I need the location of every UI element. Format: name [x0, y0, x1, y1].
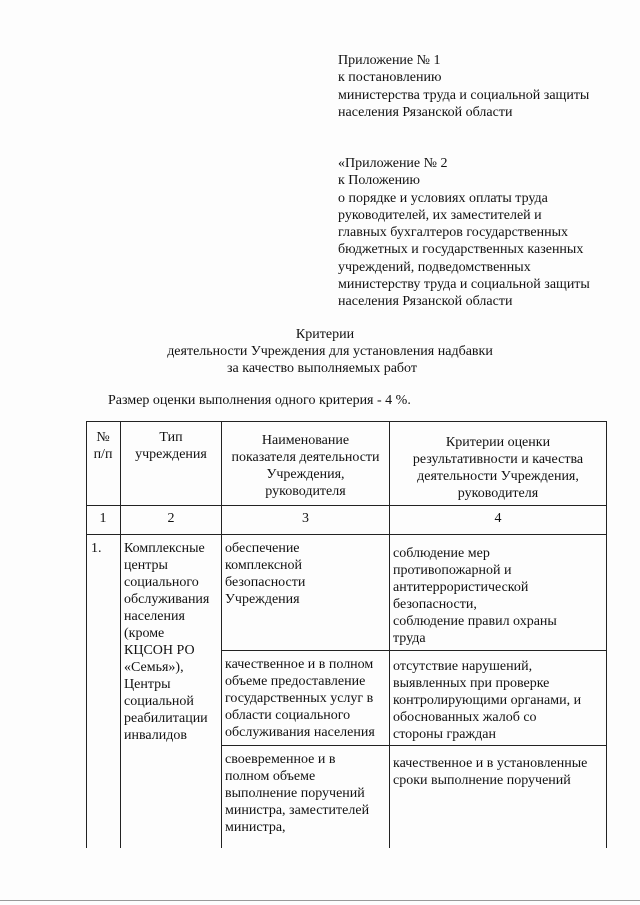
header-line: показателя деятельности	[231, 450, 380, 465]
cell-line: Учреждения	[225, 592, 300, 607]
cell-line: стороны граждан	[393, 727, 497, 742]
appendix-2-header	[338, 155, 590, 311]
appendix-2-line: о порядке и условиях оплаты труда	[338, 190, 548, 206]
column-number: 1	[99, 511, 107, 526]
cell-line: обслуживания населения	[225, 725, 375, 740]
document-title	[0, 326, 640, 377]
cell-line: Комплексные	[124, 541, 205, 556]
table-border	[86, 421, 607, 422]
title-line: деятельности Учреждения для установления надбавки	[167, 344, 493, 359]
header-cell-number	[86, 429, 120, 463]
cell-line: обеспечение	[225, 541, 300, 556]
cell-line: министра, заместителей	[225, 803, 370, 818]
cell-line: области социального	[225, 708, 351, 723]
header-cell-criteria	[390, 434, 606, 502]
title-line: Критерии	[295, 327, 355, 342]
cell-line: инвалидов	[124, 728, 187, 743]
table-border	[120, 421, 121, 848]
header-line: Наименование	[261, 433, 350, 448]
cell-line: соблюдение мер	[393, 546, 490, 561]
cell-line: выявленных при проверке	[393, 676, 550, 691]
cell-line: труда	[393, 631, 426, 646]
appendix-1-header	[338, 52, 589, 121]
appendix-2-line: населения Рязанской области	[338, 294, 513, 310]
header-line: руководителя	[265, 484, 346, 499]
header-line: руководителя	[457, 486, 539, 501]
criteria-cell	[393, 545, 557, 647]
appendix-1-line: населения Рязанской области	[338, 104, 513, 120]
appendix-1-line: к постановлению	[338, 70, 442, 86]
criteria-cell	[393, 658, 581, 743]
cell-line: антитеррористической	[393, 580, 529, 595]
indicator-name-cell	[225, 540, 305, 608]
appendix-2-line: главных бухгалтеров государственных	[338, 225, 569, 241]
appendix-2-line: министерству труда и социальной защиты	[338, 277, 590, 293]
header-line: деятельности Учреждения,	[417, 469, 579, 484]
criteria-cell	[393, 755, 587, 789]
page-edge-divider	[0, 900, 640, 901]
indicator-name-cell	[225, 751, 369, 836]
cell-line: качественное и в полном	[225, 657, 374, 672]
cell-line: сроки выполнение поручений	[393, 773, 571, 788]
cell-line: соблюдение правил охраны	[393, 614, 557, 629]
cell-line: контролирующими органами, и	[393, 693, 582, 708]
header-line: учреждения	[135, 447, 207, 462]
cell-line: безопасности,	[393, 597, 477, 612]
appendix-2-line: руководителей, их заместителей и	[338, 207, 542, 223]
title-line: за качество выполняемых работ	[227, 361, 417, 376]
cell-line: (кроме	[124, 626, 165, 641]
cell-line: выполнение поручений	[225, 786, 365, 801]
cell-line: объеме предоставление	[225, 674, 366, 689]
header-line: №	[96, 430, 110, 445]
appendix-2-line: бюджетных и государственных казенных	[338, 242, 584, 258]
indicator-name-cell	[225, 656, 375, 741]
cell-line: отсутствие нарушений,	[393, 659, 533, 674]
cell-line: населения	[124, 609, 185, 624]
cell-line: качественное и в установленные	[393, 756, 588, 771]
row-number: 1.	[91, 541, 102, 556]
cell-line: КЦСОН РО	[124, 643, 195, 658]
cell-line: Центры	[124, 677, 171, 692]
cell-line: социального	[124, 575, 199, 590]
cell-line: комплексной	[225, 558, 303, 573]
column-number: 4	[494, 511, 502, 526]
cell-line: социальной	[124, 694, 194, 709]
cell-line: обслуживания	[124, 592, 210, 607]
table-border	[86, 534, 607, 535]
header-line: п/п	[93, 447, 113, 462]
header-line: Критерии оценки	[445, 435, 551, 450]
header-line: Тип	[159, 430, 183, 445]
table-border	[221, 650, 607, 651]
column-number: 2	[167, 511, 175, 526]
institution-type-cell	[124, 540, 220, 744]
table-border	[221, 745, 607, 746]
cell-line: своевременное и в	[225, 752, 336, 767]
header-cell-indicator	[222, 432, 389, 500]
table-border	[86, 505, 607, 506]
cell-line: противопожарной и	[393, 563, 512, 578]
cell-line: министра,	[225, 820, 286, 835]
appendix-1-line: министерства труда и социальной защиты	[338, 87, 590, 103]
appendix-1-line: Приложение № 1	[338, 53, 441, 68]
cell-line: центры	[124, 558, 168, 573]
cell-line: реабилитации	[124, 711, 208, 726]
header-line: Учреждения,	[266, 467, 345, 482]
table-border	[606, 421, 607, 848]
appendix-2-line: учреждений, подведомственных	[338, 259, 531, 275]
header-line: результативности и качества	[412, 452, 584, 467]
cell-line: «Семья»),	[124, 660, 184, 675]
cell-line: безопасности	[225, 575, 306, 590]
appendix-2-line: к Положению	[338, 173, 421, 189]
column-number: 3	[302, 511, 309, 526]
header-cell-type	[121, 429, 221, 463]
cell-line: государственных услуг в	[225, 691, 374, 706]
cell-line: обоснованных жалоб со	[393, 710, 537, 725]
criteria-weight-note: Размер оценки выполнения одного критерия - 4 %.	[108, 393, 411, 408]
cell-line: полном объеме	[225, 769, 316, 784]
table-border	[86, 421, 87, 848]
appendix-2-line: «Приложение № 2	[338, 156, 448, 171]
